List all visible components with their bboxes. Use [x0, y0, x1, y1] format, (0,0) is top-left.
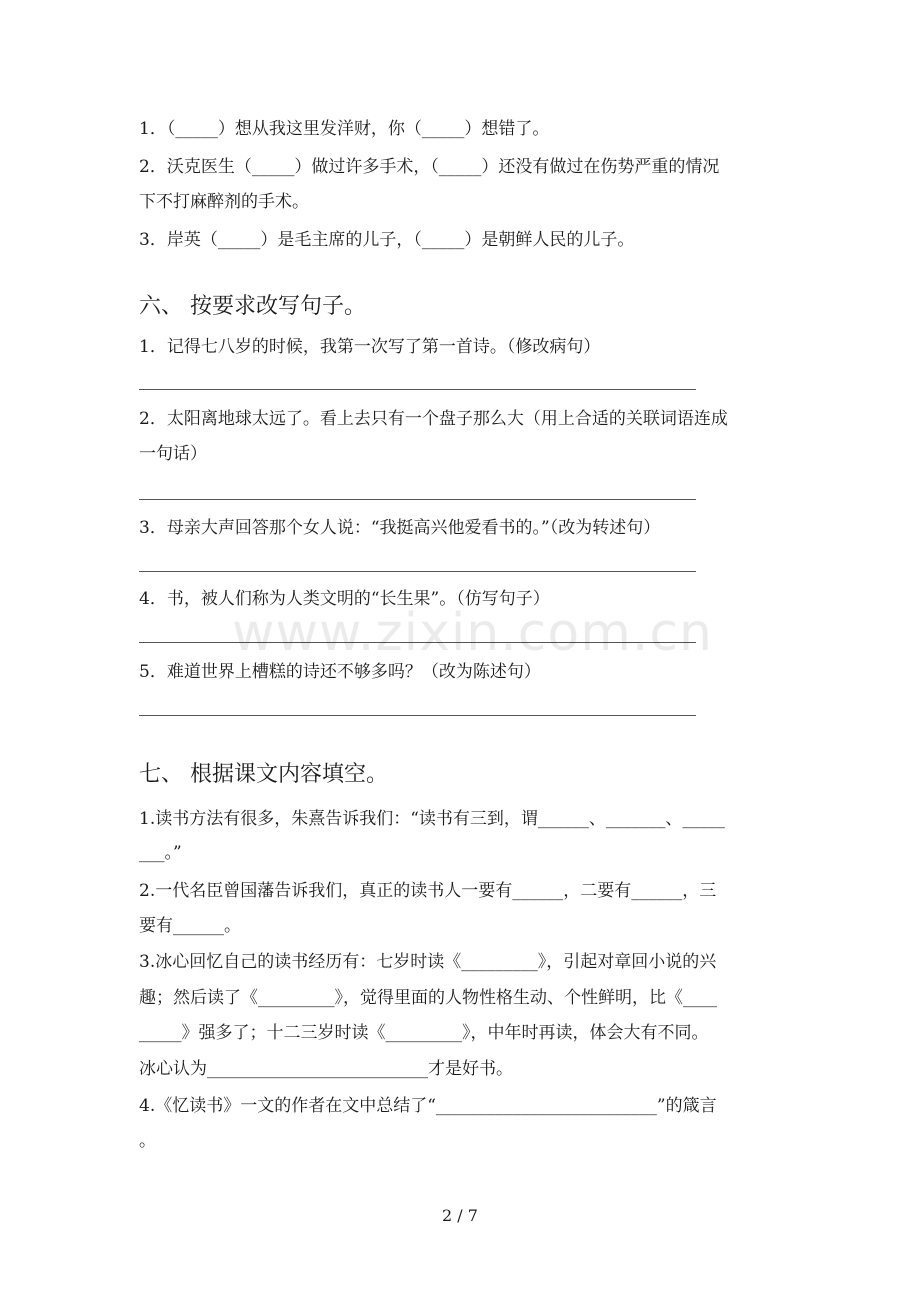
page-number: 2 / 7: [442, 1206, 478, 1225]
s6-question-2-line-1: 2．太阳离地球太远了。看上去只有一个盘子那么大（用上合适的关联词语连成: [139, 409, 728, 429]
s5-question-1: 1．（_____）想从我这里发洋财，你（_____）想错了。: [139, 119, 550, 139]
watermark: www.zixin.com.cn: [232, 603, 713, 663]
s6-answer-line-5: [139, 715, 696, 716]
s7-question-3-line-2: 趣；然后读了《_________》，觉得里面的人物性格生动、个性鲜明，比《____: [139, 988, 717, 1008]
section-6-title: 六、 按要求改写句子。: [139, 294, 366, 319]
s7-question-2-line-1: 2.一代名臣曾国藩告诉我们，真正的读书人一要有______，二要有______，三: [139, 881, 717, 901]
s6-question-3: 3．母亲大声回答那个女人说：“我挺高兴他爱看书的。”（改为转述句）: [139, 518, 661, 538]
s7-question-3-line-4: 冰心认为__________________________才是好书。: [139, 1059, 513, 1079]
section-7-title: 七、 根据课文内容填空。: [139, 762, 388, 787]
s6-question-2-line-2: 一句话）: [139, 444, 207, 464]
s7-question-3-line-1: 3.冰心回忆自己的读书经历有：七岁时读《_________》，引起对章回小说的兴: [139, 952, 717, 972]
s6-question-5: 5．难道世界上槽糕的诗还不够多吗？（改为陈述句）: [139, 662, 541, 682]
s6-answer-line-1: [139, 389, 696, 390]
s6-answer-line-3: [139, 571, 696, 572]
s7-question-4-line-1: 4.《忆读书》一文的作者在文中总结了“__________________________”的箴言: [139, 1096, 717, 1116]
s7-question-1-line-1: 1.读书方法有很多，朱熹告诉我们：“读书有三到，谓______、_______、_____: [139, 809, 725, 829]
s5-question-2-line-1: 2．沃克医生（_____）做过许多手术，（_____）还没有做过在伤势严重的情况: [139, 157, 720, 177]
s5-question-2-line-2: 下不打麻醉剂的手术。: [139, 192, 309, 212]
s7-question-4-line-2: 。: [139, 1131, 156, 1151]
s6-question-4: 4．书，被人们称为人类文明的“长生果”。（仿写句子）: [139, 589, 550, 609]
s5-question-3: 3．岸英（_____）是毛主席的儿子，（_____）是朝鲜人民的儿子。: [139, 230, 635, 250]
s6-answer-line-2: [139, 499, 696, 500]
s6-question-1: 1．记得七八岁的时候，我第一次写了第一首诗。（修改病句）: [139, 337, 601, 357]
s7-question-3-line-3: _____》强多了；十二三岁时读《_________》，中年时再读，体会大有不同。: [139, 1023, 709, 1043]
s7-question-2-line-2: 要有______。: [139, 916, 241, 936]
s7-question-1-line-2: ___。”: [139, 843, 182, 863]
